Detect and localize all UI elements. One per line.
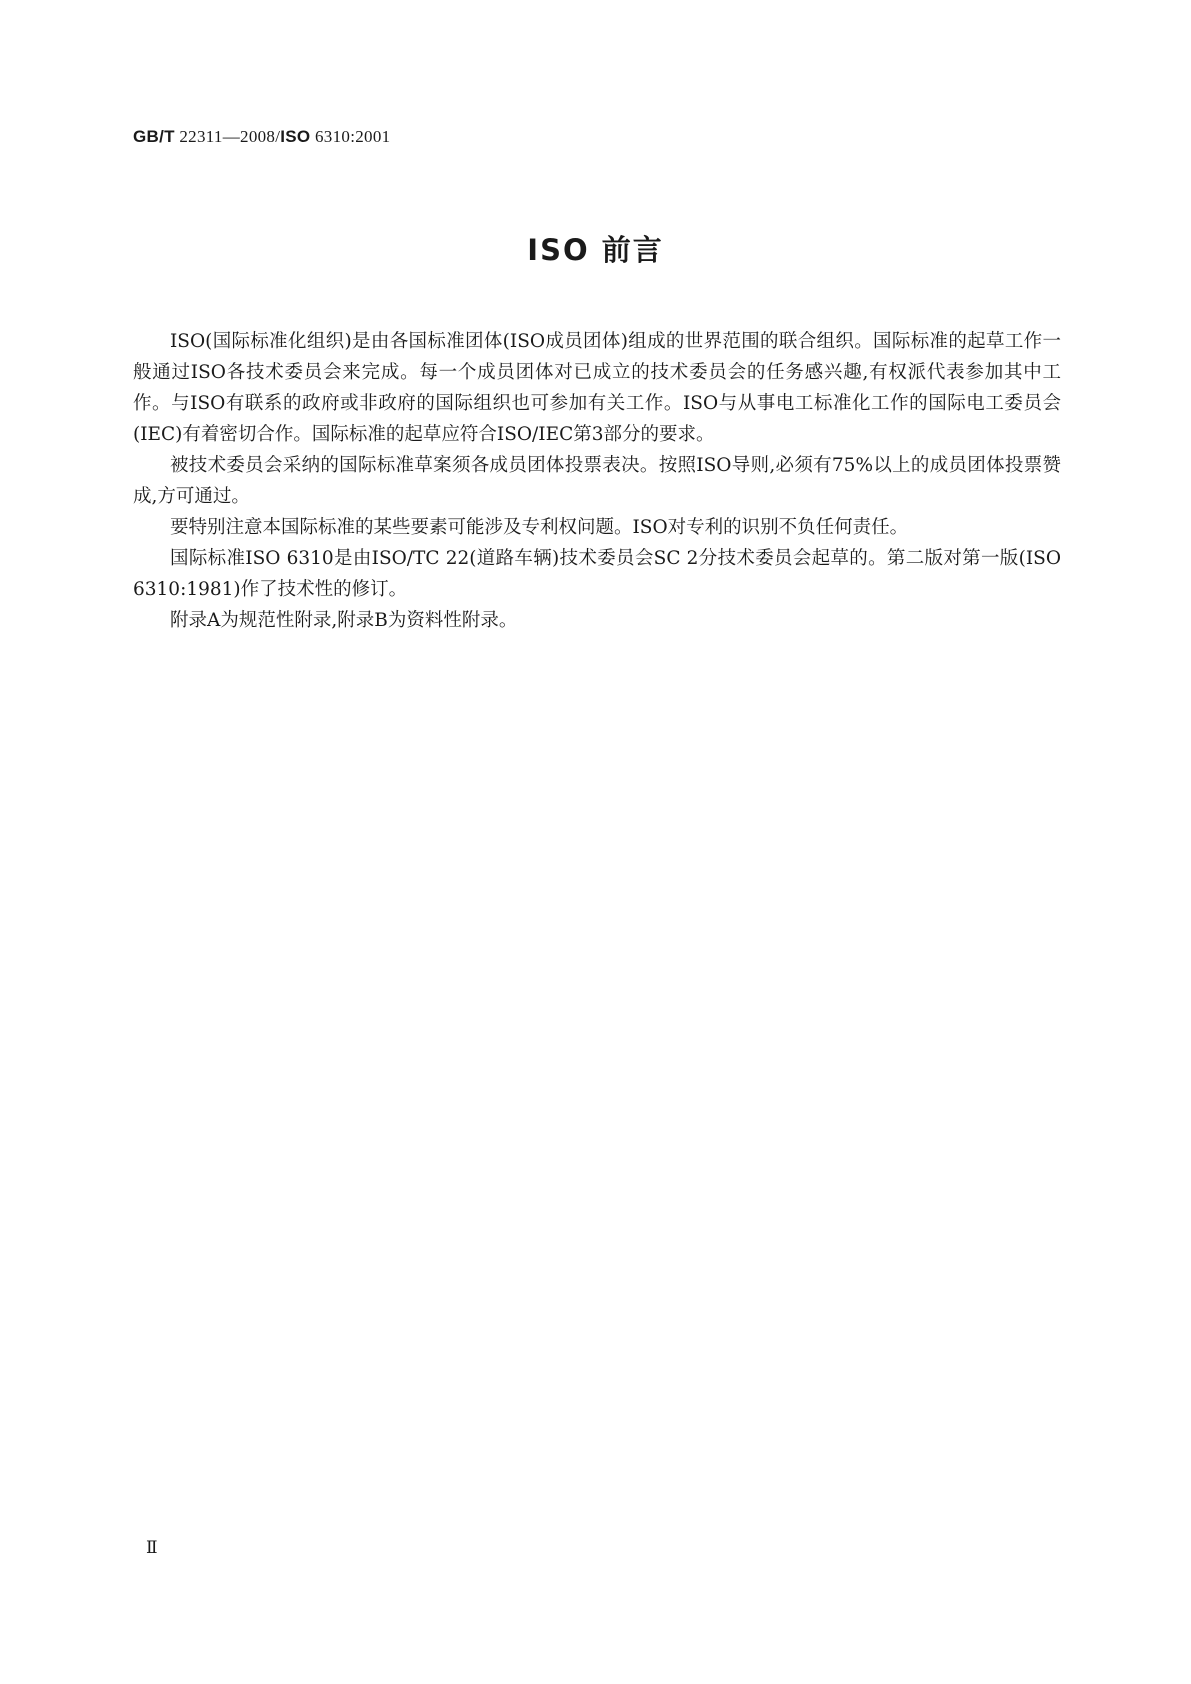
header-gb-code: GB/T [133, 127, 175, 146]
header-iso-code: ISO [280, 127, 311, 146]
page-title: ISO 前言 [527, 233, 664, 267]
header-iso-number: 6310:2001 [310, 127, 391, 146]
paragraph-3: 要特别注意本国际标准的某些要素可能涉及专利权问题。ISO对专利的识别不负任何责任。 [170, 517, 909, 538]
paragraph-1: ISO(国际标准化组织)是由各国标准团体(ISO成员团体)组成的世界范围的联合组织。国际标准的起草工作一般通过ISO各技术委员会来完成。每一个成员团体对已成立的技术委员会的任务感兴趣,有权派代表参加其中工作。与ISO有联系的政府或非政府的国际组织也可参加有关工作。ISO与从事电工标准化工作的国际电工委员会(IEC)有着密切合作。国际标准的起草应符合ISO/IEC第3部分的要求。 [133, 331, 1061, 445]
paragraph-2: 被技术委员会采纳的国际标准草案须各成员团体投票表决。按照ISO导则,必须有75%以上的成员团体投票赞成,方可通过。 [133, 455, 1061, 507]
paragraph-4: 国际标准ISO 6310是由ISO/TC 22(道路车辆)技术委员会SC 2分技术委员会起草的。第二版对第一版(ISO 6310:1981)作了技术性的修订。 [133, 548, 1061, 600]
foreword-body [133, 326, 1061, 636]
document-header [133, 127, 390, 147]
page-number: Ⅱ [146, 1538, 158, 1557]
header-gb-number: 22311—2008/ [174, 127, 281, 146]
paragraph-5: 附录A为规范性附录,附录B为资料性附录。 [170, 610, 518, 631]
